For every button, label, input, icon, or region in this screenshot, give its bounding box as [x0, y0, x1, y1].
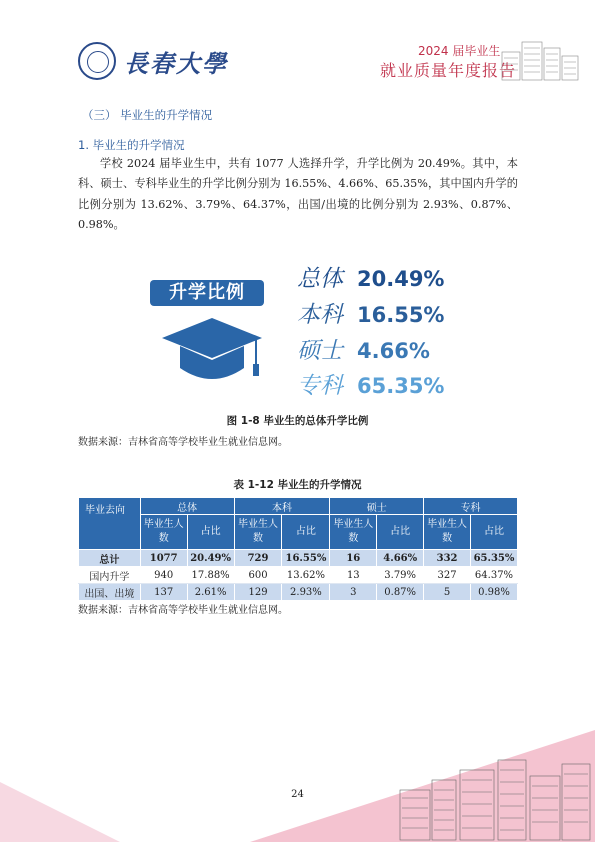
- table-cell: 0.87%: [377, 584, 424, 601]
- stat-label: 本科: [297, 302, 343, 328]
- table-cell: 17.88%: [187, 567, 234, 584]
- report-title: 就业质量年度报告: [380, 61, 517, 80]
- body-paragraph: 学校 2024 届毕业生中，共有 1077 人选择升学，升学比例为 20.49%。其中，本科、硕士、专科毕业生的升学比例分别为 16.55%、4.66%、65.35%，其中国内升学的比例分别为 13.62%、3.79%、64.37%，出国/出境的比例分别为 2.93%、0.87%、0.98%。: [78, 157, 518, 231]
- subheader-ratio: 占比: [377, 515, 424, 550]
- table-cell: 2.61%: [187, 584, 234, 601]
- table-cell: 600: [234, 567, 282, 584]
- table-row: [79, 567, 518, 584]
- table-cell: 16: [330, 550, 377, 567]
- header-building-sketch: [500, 38, 580, 82]
- stat-value: 65.35%: [357, 374, 445, 398]
- column-header: 毕业去向: [79, 498, 141, 550]
- report-year: 2024 届毕业生: [418, 44, 501, 58]
- table-cell: 327: [424, 567, 471, 584]
- group-header: 总体: [140, 498, 234, 515]
- group-header: 本科: [234, 498, 330, 515]
- table-cell: 137: [140, 584, 187, 601]
- table-cell: 729: [234, 550, 282, 567]
- stat-value: 20.49%: [357, 267, 445, 291]
- stat-row-overall: [297, 260, 444, 293]
- stat-row-undergraduate: [297, 296, 444, 329]
- table-cell: 65.35%: [470, 550, 517, 567]
- stat-value: 4.66%: [357, 339, 430, 363]
- subheader-count: 毕业生人数: [140, 515, 187, 550]
- subheader-ratio: 占比: [470, 515, 517, 550]
- figure-caption: 图 1-8 毕业生的总体升学比例: [226, 415, 369, 427]
- table-cell: 332: [424, 550, 471, 567]
- table-cell: 13.62%: [282, 567, 330, 584]
- table-caption: 表 1-12 毕业生的升学情况: [233, 479, 362, 491]
- subheader-count: 毕业生人数: [330, 515, 377, 550]
- stat-row-master: [297, 332, 430, 365]
- subheader-ratio: 占比: [282, 515, 330, 550]
- stat-row-junior-college: [297, 367, 444, 400]
- group-header: 硕士: [330, 498, 424, 515]
- table-cell: 13: [330, 567, 377, 584]
- row-label: 总计: [79, 550, 141, 567]
- table-cell: 129: [234, 584, 282, 601]
- figure-label-badge: 升学比例: [150, 280, 264, 306]
- table-cell: 64.37%: [470, 567, 517, 584]
- subheader-count: 毕业生人数: [234, 515, 282, 550]
- graduation-cap-icon: [160, 316, 264, 386]
- table-cell: 3: [330, 584, 377, 601]
- table-data-source: 数据来源：吉林省高等学校毕业生就业信息网。: [78, 605, 288, 616]
- table-cell: 1077: [140, 550, 187, 567]
- subheader-count: 毕业生人数: [424, 515, 471, 550]
- university-name-logo: 長春大學: [124, 49, 228, 78]
- table-subheader-row: [79, 515, 518, 550]
- group-header: 专科: [424, 498, 518, 515]
- row-label: 出国、出境: [79, 584, 141, 601]
- stat-value: 16.55%: [357, 303, 445, 327]
- university-seal-logo: [78, 42, 116, 80]
- table-cell: 20.49%: [187, 550, 234, 567]
- table-cell: 0.98%: [470, 584, 517, 601]
- table-row: [79, 584, 518, 601]
- further-study-table: [78, 497, 518, 601]
- table-cell: 5: [424, 584, 471, 601]
- row-label: 国内升学: [79, 567, 141, 584]
- subheader-ratio: 占比: [187, 515, 234, 550]
- page-number: 24: [291, 789, 304, 800]
- stat-label: 总体: [297, 266, 343, 292]
- table-cell: 2.93%: [282, 584, 330, 601]
- table-cell: 4.66%: [377, 550, 424, 567]
- section-heading: （三） 毕业生的升学情况: [82, 108, 213, 122]
- stat-label: 硕士: [297, 338, 343, 364]
- table-cell: 3.79%: [377, 567, 424, 584]
- figure-data-source: 数据来源：吉林省高等学校毕业生就业信息网。: [78, 437, 288, 448]
- stat-label: 专科: [297, 373, 343, 399]
- table-row: [79, 550, 518, 567]
- subsection-heading: 1. 毕业生的升学情况: [78, 138, 185, 152]
- table-cell: 16.55%: [282, 550, 330, 567]
- table-cell: 940: [140, 567, 187, 584]
- table-header-row: [79, 498, 518, 515]
